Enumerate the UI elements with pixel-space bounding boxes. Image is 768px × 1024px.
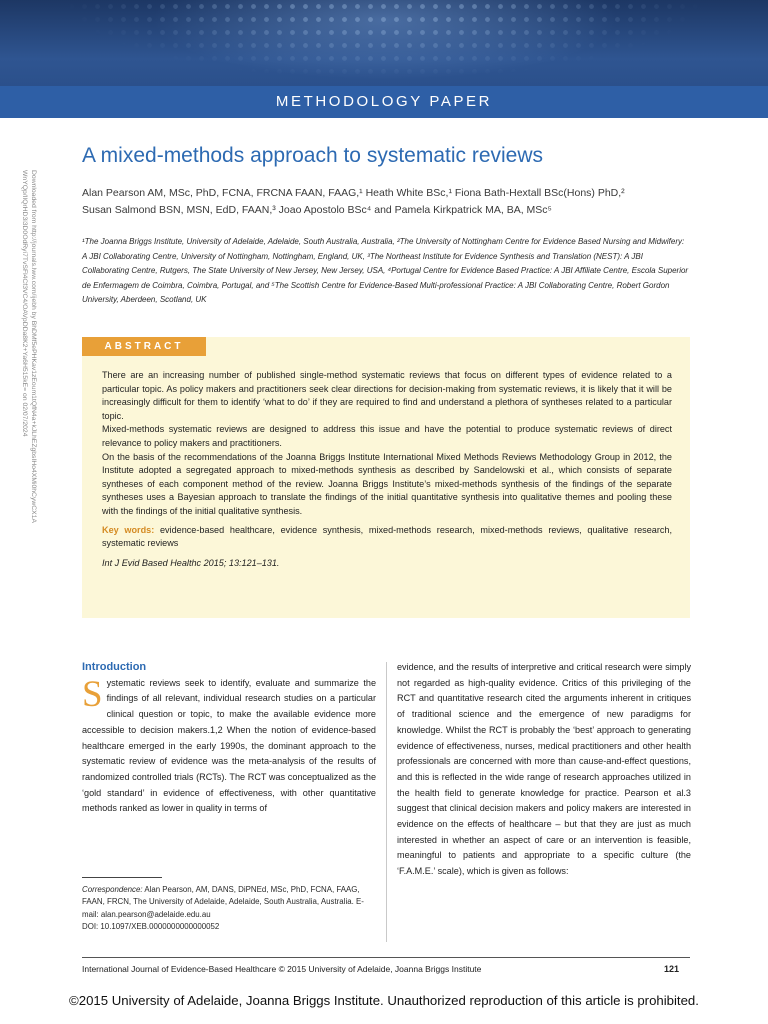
article-title: A mixed-methods approach to systematic reviews bbox=[82, 144, 544, 167]
keywords-list: evidence-based healthcare, evidence synthesis, mixed-methods research, mixed-methods reviews, qualitative research, systematic reviews bbox=[102, 524, 672, 549]
body-column-right bbox=[397, 660, 691, 880]
copyright-notice: ©2015 University of Adelaide, Joanna Briggs Institute. Unauthorized reproduction of this article is prohibited. bbox=[69, 993, 699, 1008]
citation: Int J Evid Based Healthc 2015; 13:121–131. bbox=[102, 557, 280, 568]
footer-rule bbox=[82, 957, 690, 958]
author-list bbox=[82, 185, 702, 219]
body-column-left bbox=[82, 660, 376, 817]
keywords bbox=[102, 524, 672, 551]
author-line-2: Susan Salmond BSN, MSN, EdD, FAAN,³ Joao Apostolo BSc⁴ and Pamela Kirkpatrick MA, BA, MSc⁵ bbox=[82, 204, 552, 216]
abstract-paragraph-2: Mixed-methods systematic reviews are designed to address this issue and have the potential to produce systematic reviews of direct relevance to policy makers and practitioners. bbox=[102, 424, 672, 448]
section-heading: Introduction bbox=[82, 661, 147, 673]
correspondence bbox=[82, 884, 378, 934]
correspondence-rule bbox=[82, 877, 162, 878]
abstract-paragraph-1: There are an increasing number of published single-method systematic reviews that focus on different types of evidence related to a particular topic. As policy makers and practitioners seek clear directions for decision-making from systematic reviews, it is likely that it will be increasingly difficult for them to identify ‘what to do’ if they are required to find and understand a plethora of syntheses related to a particular topic. bbox=[102, 370, 672, 421]
journal-footer: International Journal of Evidence-Based Healthcare © 2015 University of Adelaide, Joanna Briggs Institute bbox=[82, 964, 482, 974]
correspondence-label: Correspondence: bbox=[82, 885, 143, 894]
abstract-body bbox=[102, 369, 672, 570]
correspondence-text: Alan Pearson, AM, DANS, DiPNEd, MSc, PhD, FCNA, FAAG, FAAN, FRCN, The University of Adelaide, Adelaide, South Australia, Australia. E-mail: alan.pearson@adelaide.edu.au bbox=[82, 885, 364, 919]
journal-banner bbox=[0, 0, 768, 118]
keywords-label: Key words: bbox=[102, 524, 155, 535]
column-divider bbox=[386, 662, 387, 942]
drop-cap: S bbox=[82, 673, 103, 715]
download-watermark: Downloaded from http://journals.lww.com/ijebh by BhDMf5ePHKav1zEoum1tQfN4a+kJLhEZgbsIHo4XMi0hCywCX1A WnYQp/IlQrHD3i3D0OdRyi7TvSFl4Cf3VC4/OAVpDDa8K2+Ya6H515kE= on 02/07/2024 bbox=[21, 170, 37, 524]
page-number: 121 bbox=[664, 964, 680, 974]
intro-text-left: ystematic reviews seek to identify, evaluate and summarize the findings of all relevant, individual research studies on a particular clinical question or topic, to make the available evidence more accessible to decision makers.1,2 When the notion of evidence-based healthcare emerged in the early 1990s, the dominant approach to the systematic review of evidence was the meta-analysis of the results of randomized controlled trials (RCTs). The RCT was conceptualized as the ‘gold standard’ in evidence of effectiveness, with other quantitative methods ranked as lower in quality in terms of bbox=[82, 677, 376, 814]
abstract-box bbox=[82, 337, 690, 618]
doi: DOI: 10.1097/XEB.0000000000000052 bbox=[82, 922, 220, 932]
article-type-label: METHODOLOGY PAPER bbox=[0, 86, 768, 118]
banner-dot-pattern bbox=[0, 0, 768, 86]
author-line-1: Alan Pearson AM, MSc, PhD, FCNA, FRCNA FAAN, FAAG,¹ Heath White BSc,¹ Fiona Bath-Hextall BSc(Hons) PhD,² bbox=[82, 187, 625, 199]
intro-text-right: evidence, and the results of interpretive and critical research were simply not regarded as high-quality evidence. Critics of this privileging of the RCT and quantitative research cited the arguments inherent in critiques of traditional science and the emergence of new paradigms for knowledge. Whilst the RCT is probably the ‘best’ approach to generating evidence of effectiveness, nurses, medical practitioners and other health professionals are concerned with more than cause-and-effect questions, and this is reflected in the wide range of research approaches utilized in the health field to generate knowledge for practice. Pearson et al.3 suggest that clinical decision makers and policy makers are interested in evidence on the effects of healthcare – but that they are just as much interested in whether an aspect of care or an intervention is feasible, meaningful to patients and appropriate to a specific culture (the ‘F.A.M.E.’ scale), which is given as follows: bbox=[397, 662, 691, 877]
abstract-paragraph-3: On the basis of the recommendations of the Joanna Briggs Institute International Mixed Methods Reviews Methodology Group in 2012, the Institute adopted a segregated approach to mixed-methods synthesis as described by Sandelowski et al., which consists of separate syntheses of each component method of the review. Joanna Briggs Institute’s mixed-methods synthesis of the findings of the separate syntheses uses a Bayesian approach to translate the findings of the initial quantitative synthesis into qualitative themes and pooling these with the findings of the initial qualitative synthesis. bbox=[102, 451, 672, 516]
abstract-label: ABSTRACT bbox=[82, 337, 206, 356]
affiliations: ¹The Joanna Briggs Institute, University of Adelaide, Adelaide, South Australia, Australia, ²The University of Nottingham Centre for Evidence Based Nursing and Midwifery: A JBI Collaborating Centre, University of Nottingham, Nottingham, England, UK, ³The Northeast Institute for Evidence Synthesis and Translation (NEST): A JBI Collaborating Centre, Rutgers, The State University of New Jersey, New Jersey, USA, ⁴Portugal Centre for Evidence Based Practice: A JBI Affiliate Centre, Escola Superior de Enfermagem de Coimbra, Coimbra, Portugal, and ⁵The Scottish Centre for Evidence-Based Multi-professional Practice: A JBI Collaborating Centre, Robert Gordon University, Aberdeen, Scotland, UK bbox=[82, 237, 689, 305]
